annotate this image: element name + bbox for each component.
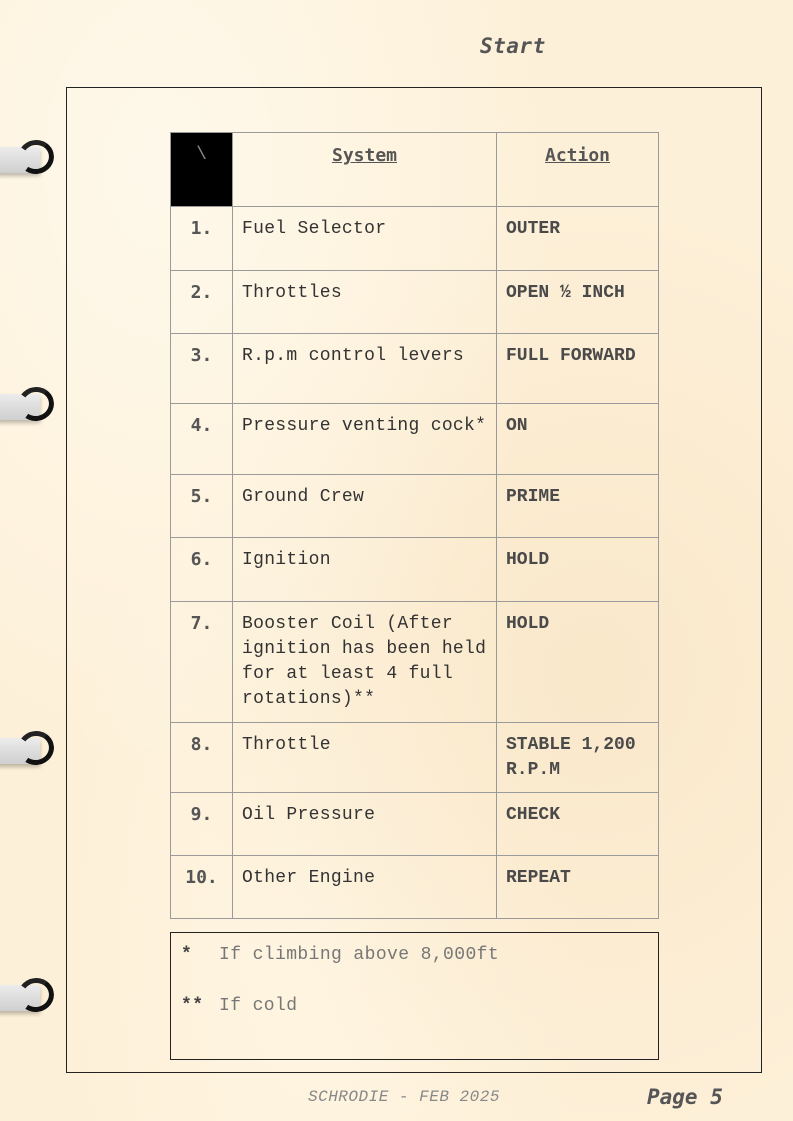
table-row	[171, 271, 659, 334]
step-number: 1.	[171, 207, 233, 271]
system-cell: Throttle	[233, 723, 497, 793]
system-cell: Ground Crew	[233, 475, 497, 538]
table-row	[171, 793, 659, 856]
action-cell: STABLE 1,200 R.P.M	[497, 723, 659, 793]
footnote-text: If climbing above 8,000ft	[219, 945, 500, 965]
table-row	[171, 334, 659, 404]
page-number: Page 5	[647, 1085, 723, 1109]
action-cell: FULL FORWARD	[497, 334, 659, 404]
system-cell: Other Engine	[233, 856, 497, 919]
step-number: 3.	[171, 334, 233, 404]
table-row	[171, 602, 659, 723]
column-header-system-label: System	[331, 145, 398, 166]
table-row	[171, 723, 659, 793]
binder-ring-icon	[0, 387, 62, 421]
step-number: 9.	[171, 793, 233, 856]
checklist-table	[170, 132, 659, 919]
system-cell: Pressure venting cock*	[233, 404, 497, 475]
table-header-row	[171, 133, 659, 207]
table-row	[171, 856, 659, 919]
table-row	[171, 404, 659, 475]
footnote	[181, 945, 499, 965]
page-title: Start	[480, 34, 546, 58]
action-cell: PRIME	[497, 475, 659, 538]
binder-ring-icon	[0, 978, 62, 1012]
footnotes-box	[170, 932, 659, 1060]
table-row	[171, 475, 659, 538]
footnote-mark: **	[181, 996, 204, 1016]
footer-author: SCHRODIE - FEB 2025	[308, 1088, 500, 1106]
binder-ring-icon	[0, 731, 62, 765]
action-cell: HOLD	[497, 602, 659, 723]
corner-cell: \	[171, 133, 233, 207]
action-cell: HOLD	[497, 538, 659, 602]
table-row	[171, 207, 659, 271]
footnote	[181, 996, 297, 1016]
footnote-mark: *	[181, 945, 193, 965]
system-cell: Throttles	[233, 271, 497, 334]
footnote-text: If cold	[219, 996, 298, 1016]
step-number: 10.	[171, 856, 233, 919]
system-cell: Booster Coil (After ignition has been held for at least 4 full rotations)**	[233, 602, 497, 723]
step-number: 6.	[171, 538, 233, 602]
system-cell: Ignition	[233, 538, 497, 602]
action-cell: ON	[497, 404, 659, 475]
action-cell: CHECK	[497, 793, 659, 856]
binder-ring-icon	[0, 140, 62, 174]
action-cell: OPEN ½ INCH	[497, 271, 659, 334]
step-number: 4.	[171, 404, 233, 475]
system-cell: Oil Pressure	[233, 793, 497, 856]
action-cell: REPEAT	[497, 856, 659, 919]
system-cell: R.p.m control levers	[233, 334, 497, 404]
column-header-action-label: Action	[544, 145, 611, 166]
column-header-system	[233, 133, 497, 207]
table-row	[171, 538, 659, 602]
step-number: 2.	[171, 271, 233, 334]
step-number: 7.	[171, 602, 233, 723]
step-number: 5.	[171, 475, 233, 538]
step-number: 8.	[171, 723, 233, 793]
system-cell: Fuel Selector	[233, 207, 497, 271]
action-cell: OUTER	[497, 207, 659, 271]
column-header-action	[497, 133, 659, 207]
